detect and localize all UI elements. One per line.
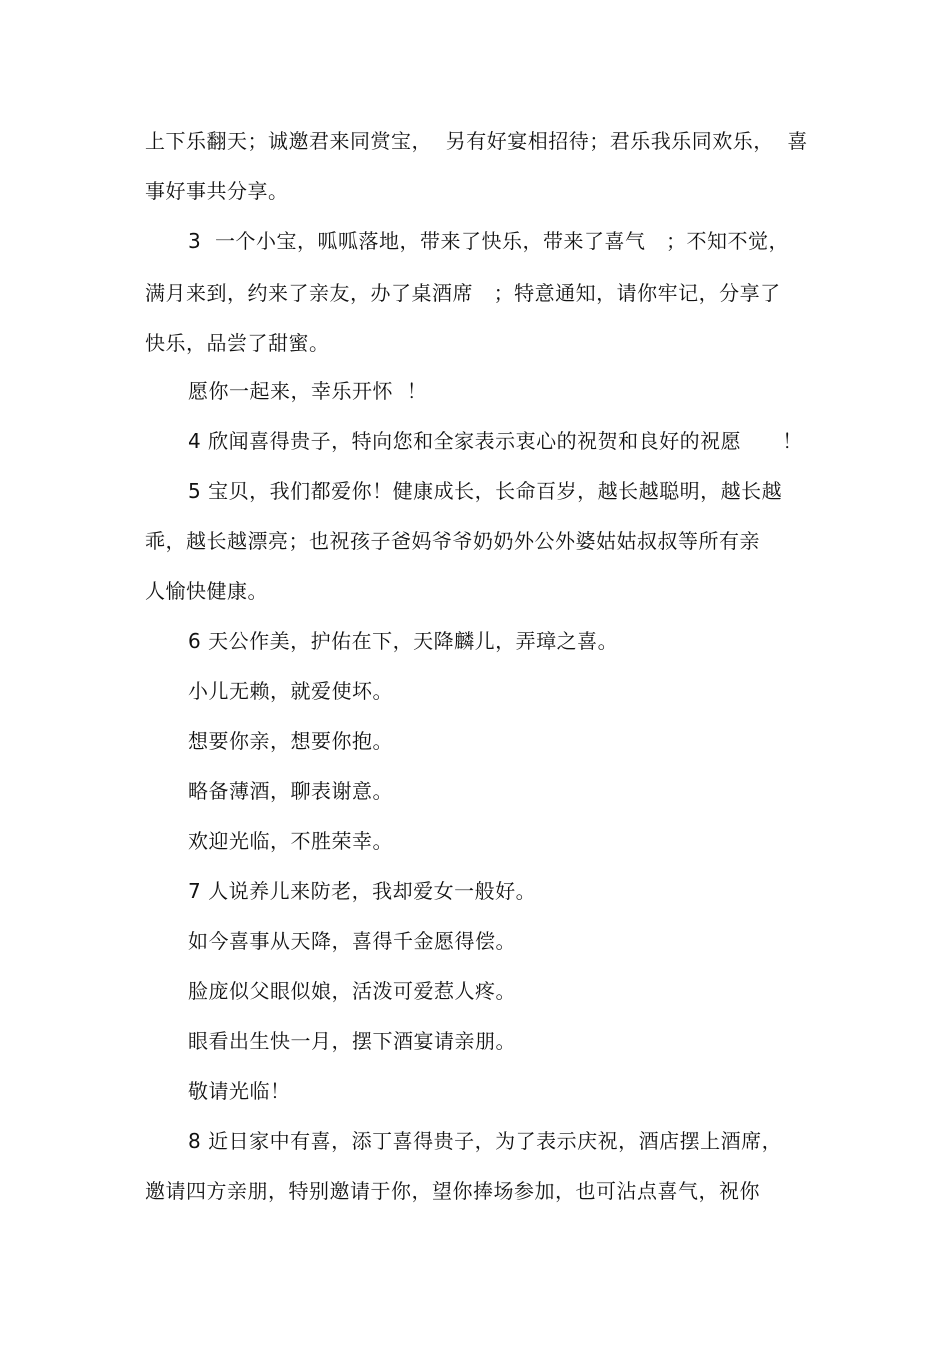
text-line: 想要你亲，想要你抱。 [188,729,393,753]
text-line: 如今喜事从天降，喜得千金愿得偿。 [188,929,516,953]
text-line: 小儿无赖，就爱使坏。 [188,679,393,703]
text-line: 事好事共分享。 [145,179,289,203]
text-line: 上下乐翻天；诚邀君来同赏宝， 另有好宴相招待；君乐我乐同欢乐， 喜 [145,129,808,153]
text-line: 7 人说养儿来防老，我却爱女一般好。 [188,879,537,903]
text-line: 眼看出生快一月，摆下酒宴请亲朋。 [188,1029,516,1053]
text-line: 6 天公作美，护佑在下，天降麟儿，弄璋之喜。 [188,629,619,653]
text-line: 满月来到，约来了亲友，办了桌酒席 ；特意通知，请你牢记，分享了 [145,281,781,305]
text-line: 愿你一起来，幸乐开怀 ！ [188,379,428,403]
text-line: 略备薄酒，聊表谢意。 [188,779,393,803]
text-line: 敬请光临！ [188,1079,291,1103]
text-line: 欢迎光临，不胜荣幸。 [188,829,393,853]
text-line: 5 宝贝，我们都爱你！健康成长，长命百岁，越长越聪明，越长越 [188,479,783,503]
text-line: 8 近日家中有喜，添丁喜得贵子，为了表示庆祝，酒店摆上酒席， [188,1129,783,1153]
text-line: 邀请四方亲朋，特别邀请于你，望你捧场参加，也可沾点喜气，祝你 [145,1179,760,1203]
text-line: 3 一个小宝，呱呱落地，带来了快乐，带来了喜气 ；不知不觉， [188,229,790,253]
text-line: 快乐，品尝了甜蜜。 [145,331,330,355]
text-line: 乖，越长越漂亮；也祝孩子爸妈爷爷奶奶外公外婆姑姑叔叔等所有亲 [145,529,760,553]
text-line: 脸庞似父眼似娘，活泼可爱惹人疼。 [188,979,516,1003]
text-line: 4 欣闻喜得贵子，特向您和全家表示衷心的祝贺和良好的祝愿 ！ [188,429,803,453]
text-line: 人愉快健康。 [145,579,268,603]
